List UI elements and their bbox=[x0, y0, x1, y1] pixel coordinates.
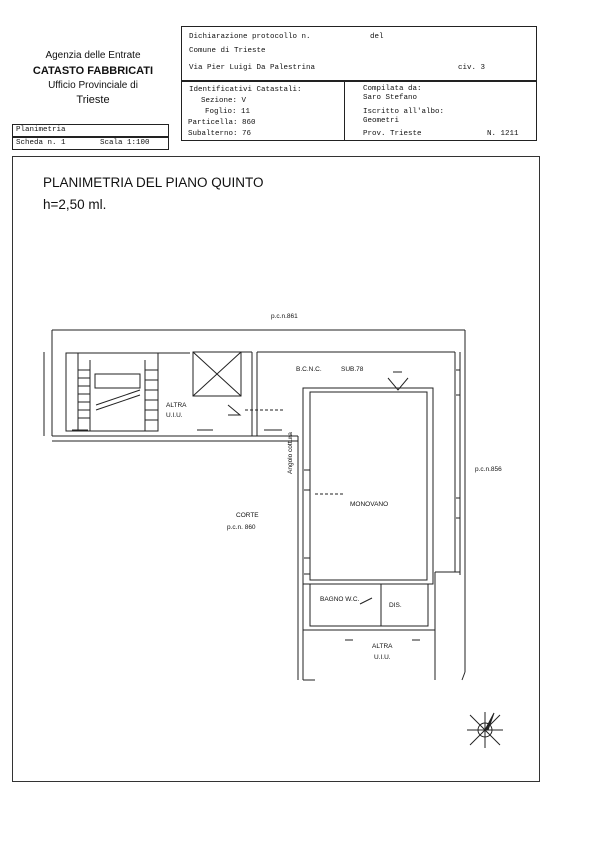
pcn861-label: p.c.n.861 bbox=[271, 313, 298, 320]
altra-uiu-1-line2: U.I.U. bbox=[166, 412, 183, 419]
scala-label: Scala 1:100 bbox=[100, 139, 150, 147]
north-arrow-icon bbox=[467, 712, 503, 748]
agency-catasto: CATASTO FABBRICATI bbox=[32, 65, 154, 77]
foglio-label: Foglio: 11 bbox=[205, 108, 251, 116]
numero-label: N. 1211 bbox=[487, 130, 519, 138]
dis-label: DIS. bbox=[389, 602, 402, 609]
pcn860-label: p.c.n. 860 bbox=[227, 524, 256, 531]
compilatore-name: Saro Stefano bbox=[363, 94, 418, 102]
corte-label: CORTE bbox=[236, 512, 259, 519]
bcnc-label: B.C.N.C. bbox=[296, 366, 322, 373]
identificativi-label: Identificativi Catastali: bbox=[189, 86, 302, 94]
subalterno-label: Subalterno: 76 bbox=[188, 130, 252, 138]
pcn856-label: p.c.n.856 bbox=[475, 466, 502, 473]
via-label: Via Pier Luigi Da Palestrina bbox=[189, 64, 316, 72]
planimetria-label: Planimetria bbox=[16, 126, 66, 134]
plan-height: h=2,50 ml. bbox=[43, 197, 107, 212]
albo-value: Geometri bbox=[363, 117, 400, 125]
agency-name: Agenzia delle Entrate bbox=[45, 50, 141, 61]
particella-label: Particella: 860 bbox=[188, 119, 256, 127]
sub78-label: SUB.78 bbox=[341, 366, 364, 373]
plan-title: PLANIMETRIA DEL PIANO QUINTO bbox=[43, 175, 264, 190]
altra-uiu-1-line1: ALTRA bbox=[166, 402, 187, 409]
dichiarazione-label: Dichiarazione protocollo n. bbox=[189, 33, 311, 41]
iscritto-label: Iscritto all'albo: bbox=[363, 108, 445, 116]
scheda-label: Scheda n. 1 bbox=[16, 139, 66, 147]
comune-label: Comune di Trieste bbox=[189, 47, 266, 55]
compilata-label: Compilata da: bbox=[363, 85, 422, 93]
dal-label: del bbox=[370, 33, 384, 41]
angolo-cottura-label: Angolo cottura bbox=[287, 432, 294, 474]
staircase bbox=[66, 353, 158, 431]
bagno-label: BAGNO W.C. bbox=[320, 596, 360, 603]
civ-label: civ. 3 bbox=[458, 64, 486, 72]
agency-city: Trieste bbox=[76, 94, 110, 106]
sezione-label: Sezione: V bbox=[201, 97, 247, 105]
agency-office: Ufficio Provinciale di bbox=[48, 80, 138, 91]
monovano-room bbox=[303, 388, 433, 584]
monovano-label: MONOVANO bbox=[350, 501, 389, 508]
altra-uiu-2-line2: U.I.U. bbox=[374, 654, 391, 661]
provincia-label: Prov. Trieste bbox=[363, 130, 422, 138]
bathroom bbox=[310, 584, 428, 626]
altra-uiu-2-line1: ALTRA bbox=[372, 643, 393, 650]
